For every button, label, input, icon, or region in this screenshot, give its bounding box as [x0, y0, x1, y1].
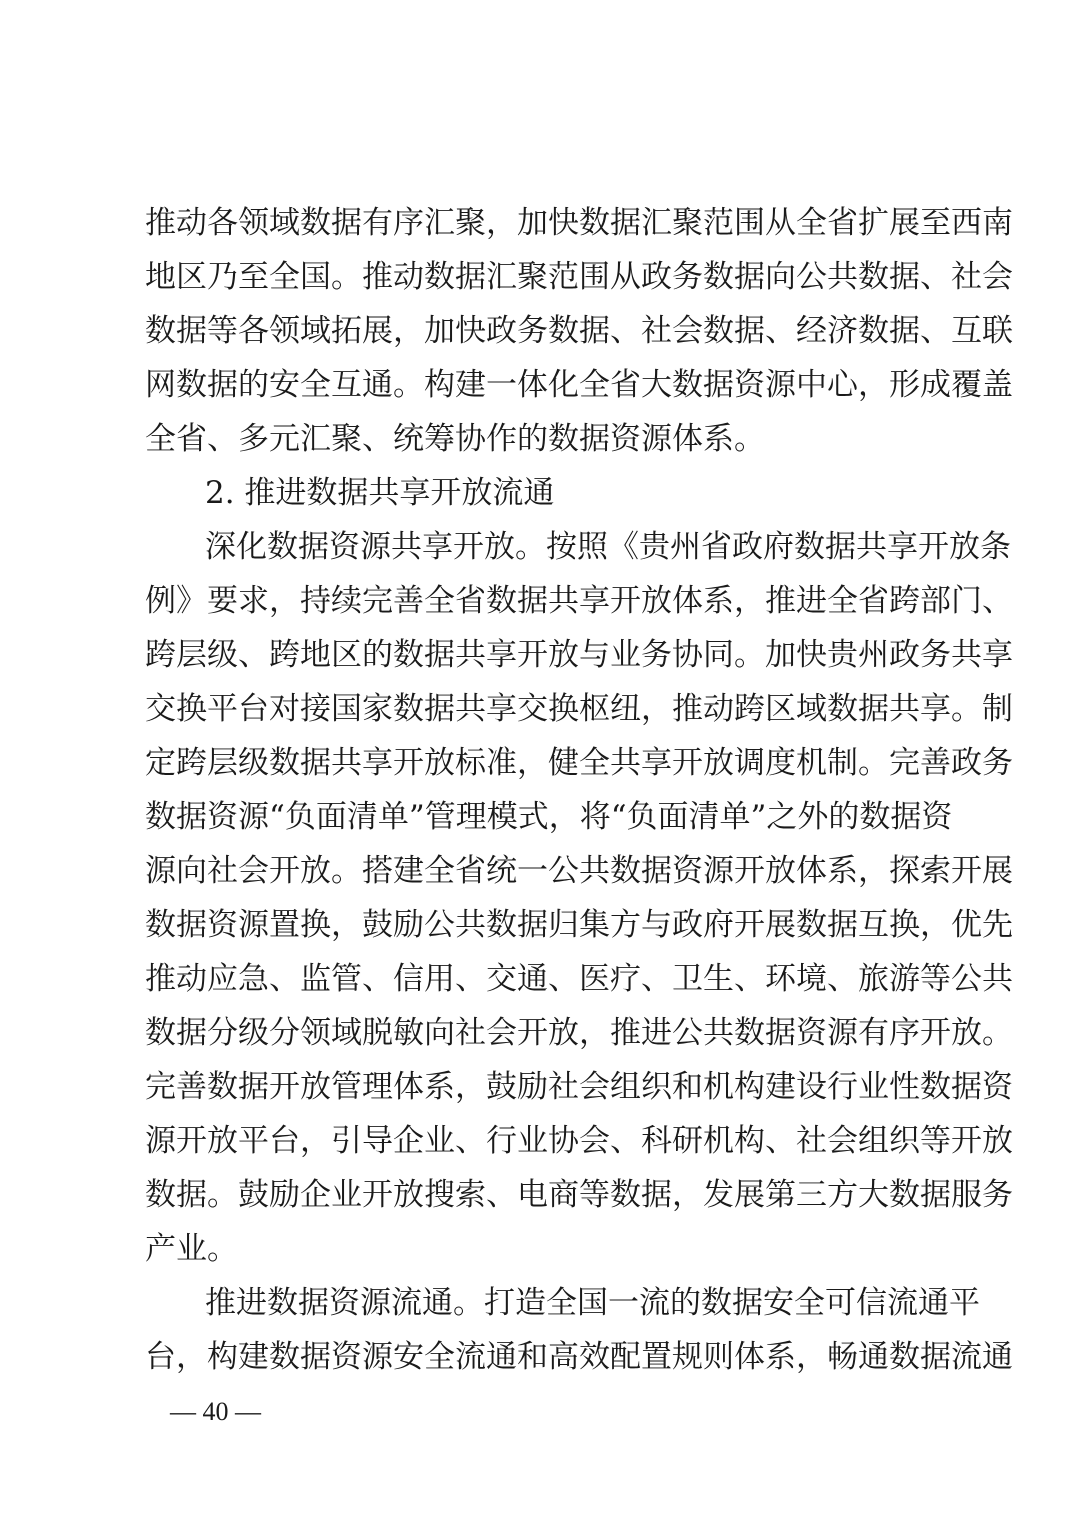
text-line: 数据资源置换，鼓励公共数据归集方与政府开展数据互换，优先	[145, 907, 1013, 943]
text-line: 推动各领域数据有序汇聚，加快数据汇聚范围从全省扩展至西南	[145, 205, 1013, 241]
text-line: 推进数据资源流通。打造全国一流的数据安全可信流通平	[205, 1285, 980, 1321]
text-line: 台，构建数据资源安全流通和高效配置规则体系，畅通数据流通	[145, 1339, 1013, 1375]
text-line: 数据分级分领域脱敏向社会开放，推进公共数据资源有序开放。	[145, 1015, 1013, 1051]
text-line: 数据。鼓励企业开放搜索、电商等数据，发展第三方大数据服务	[145, 1177, 1013, 1213]
text-line: 完善数据开放管理体系，鼓励社会组织和机构建设行业性数据资	[145, 1069, 1013, 1105]
text-line: 跨层级、跨地区的数据共享开放与业务协同。加快贵州政务共享	[145, 637, 1013, 673]
text-line: 全省、多元汇聚、统筹协作的数据资源体系。	[145, 421, 765, 457]
section-heading: 2. 推进数据共享开放流通	[205, 475, 555, 511]
text-line: 地区乃至全国。推动数据汇聚范围从政务数据向公共数据、社会	[145, 259, 1013, 295]
text-line: 深化数据资源共享开放。按照《贵州省政府数据共享开放条	[205, 529, 1011, 565]
text-line: 网数据的安全互通。构建一体化全省大数据资源中心，形成覆盖	[145, 367, 1013, 403]
text-line: 数据等各领域拓展，加快政务数据、社会数据、经济数据、互联	[145, 313, 1013, 349]
text-line: 定跨层级数据共享开放标准，健全共享开放调度机制。完善政务	[145, 745, 1013, 781]
text-line: 数据资源“负面清单”管理模式，将“负面清单”之外的数据资	[145, 799, 953, 835]
text-line: 产业。	[145, 1231, 238, 1267]
text-line: 源向社会开放。搭建全省统一公共数据资源开放体系，探索开展	[145, 853, 1013, 889]
text-line: 交换平台对接国家数据共享交换枢纽，推动跨区域数据共享。制	[145, 691, 1013, 727]
text-line: 例》要求，持续完善全省数据共享开放体系，推进全省跨部门、	[145, 583, 1013, 619]
text-line: 源开放平台，引导企业、行业协会、科研机构、社会组织等开放	[145, 1123, 1013, 1159]
page-number: — 40 —	[170, 1397, 261, 1426]
text-line: 推动应急、监管、信用、交通、医疗、卫生、环境、旅游等公共	[145, 961, 1013, 997]
